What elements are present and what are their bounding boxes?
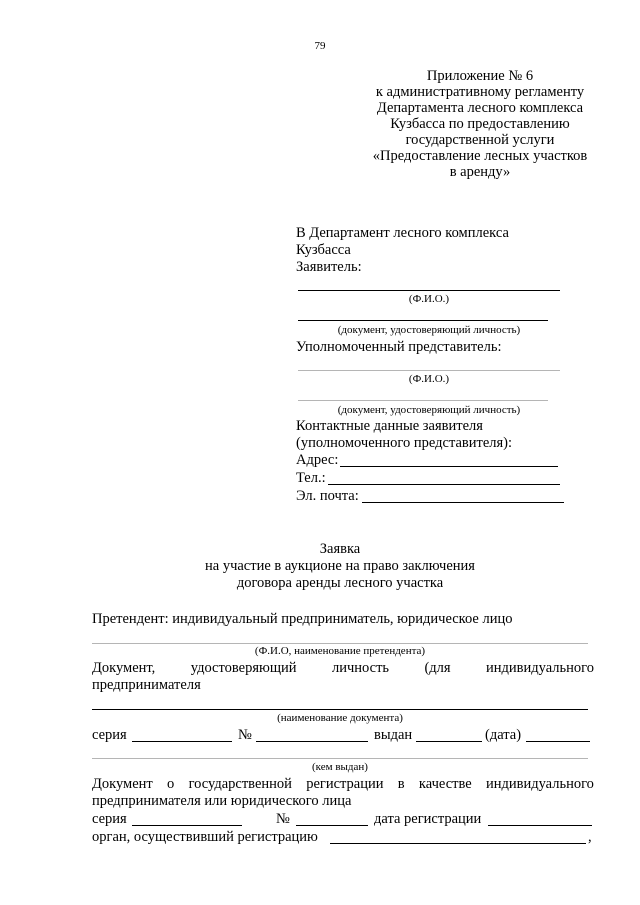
number-label: № (276, 811, 290, 827)
word: индивидуального (486, 660, 594, 676)
contacts-label: Контактные данные заявителя (296, 418, 483, 434)
reg-org-comma: , (588, 829, 592, 845)
doc-caption: (документ, удостоверяющий личность) (337, 404, 521, 416)
title-line: Заявка (319, 541, 361, 557)
appendix-block (360, 68, 600, 180)
word: государственной (188, 776, 292, 792)
issued-label: выдан (374, 727, 413, 743)
appendix-line: в аренду» (449, 164, 511, 180)
phone-field[interactable] (328, 484, 560, 485)
page-number: 79 (314, 40, 326, 52)
reg-number-field[interactable] (296, 825, 368, 826)
addressee-line: Кузбасса (296, 242, 351, 258)
word: индивидуального (485, 776, 594, 792)
email-label: Эл. почта: (296, 488, 359, 504)
word: личность (331, 660, 390, 676)
word: удостоверяющий (190, 660, 297, 676)
representative-label: Уполномоченный представитель: (296, 339, 502, 355)
registration-doc-line2: предпринимателя или юридического лица (92, 793, 352, 809)
reg-date-field[interactable] (488, 825, 592, 826)
applicant-type-line: Претендент: индивидуальный предприниматель, юридическое лицо (92, 611, 513, 627)
applicant-fio-line[interactable] (298, 290, 560, 291)
registration-doc-line (92, 776, 594, 792)
issued-by-field[interactable] (92, 758, 588, 759)
date-field[interactable] (526, 741, 590, 742)
reg-org-field[interactable] (330, 843, 586, 844)
title-line: на участие в аукционе на право заключения (205, 558, 475, 574)
name-caption: (Ф.И.О, наименование претендента) (254, 645, 426, 657)
number-label: № (238, 727, 252, 743)
address-label: Адрес: (296, 452, 339, 468)
fio-caption: (Ф.И.О.) (408, 373, 450, 385)
word: о (167, 776, 175, 792)
reg-org-label: орган, осуществивший регистрацию (92, 829, 318, 845)
appendix-line: Департамента лесного комплекса (376, 100, 584, 116)
doc-name-field[interactable] (92, 709, 588, 710)
word: в (397, 776, 405, 792)
series-field[interactable] (132, 741, 232, 742)
date-label: (дата) (485, 727, 522, 743)
doc-identity-line (92, 660, 594, 676)
issued-date-field[interactable] (416, 741, 482, 742)
number-field[interactable] (256, 741, 368, 742)
document-title (140, 541, 540, 591)
contacts-label: (уполномоченного представителя): (296, 435, 513, 451)
title-line: договора аренды лесного участка (236, 575, 444, 591)
appendix-line: Приложение № 6 (426, 68, 534, 84)
doc-name-caption: (наименование документа) (277, 712, 403, 724)
doc-caption: (документ, удостоверяющий личность) (337, 324, 521, 336)
address-field[interactable] (340, 466, 558, 467)
word: Документ, (92, 660, 156, 676)
word: (для (424, 660, 451, 676)
phone-label: Тел.: (296, 470, 326, 486)
applicant-label: Заявитель: (296, 259, 362, 275)
appendix-line: государственной услуги (405, 132, 555, 148)
rep-doc-line[interactable] (298, 400, 548, 401)
fio-caption: (Ф.И.О.) (408, 293, 450, 305)
applicant-doc-line[interactable] (298, 320, 548, 321)
doc-identity-line2: предпринимателя (92, 677, 201, 693)
appendix-line: Кузбасса по предоставлению (390, 116, 570, 132)
word: качестве (418, 776, 472, 792)
rep-fio-line[interactable] (298, 370, 560, 371)
reg-series-field[interactable] (132, 825, 242, 826)
addressee-line: В Департамент лесного комплекса (296, 225, 509, 241)
series-label: серия (92, 811, 127, 827)
email-field[interactable] (362, 502, 564, 503)
word: Документ (92, 776, 153, 792)
issued-by-caption: (кем выдан) (312, 761, 368, 773)
reg-date-label: дата регистрации (374, 811, 482, 827)
series-label: серия (92, 727, 127, 743)
applicant-name-field[interactable] (92, 643, 588, 644)
appendix-line: «Предоставление лесных участков (372, 148, 588, 164)
appendix-line: к административному регламенту (375, 84, 585, 100)
word: регистрации (306, 776, 384, 792)
